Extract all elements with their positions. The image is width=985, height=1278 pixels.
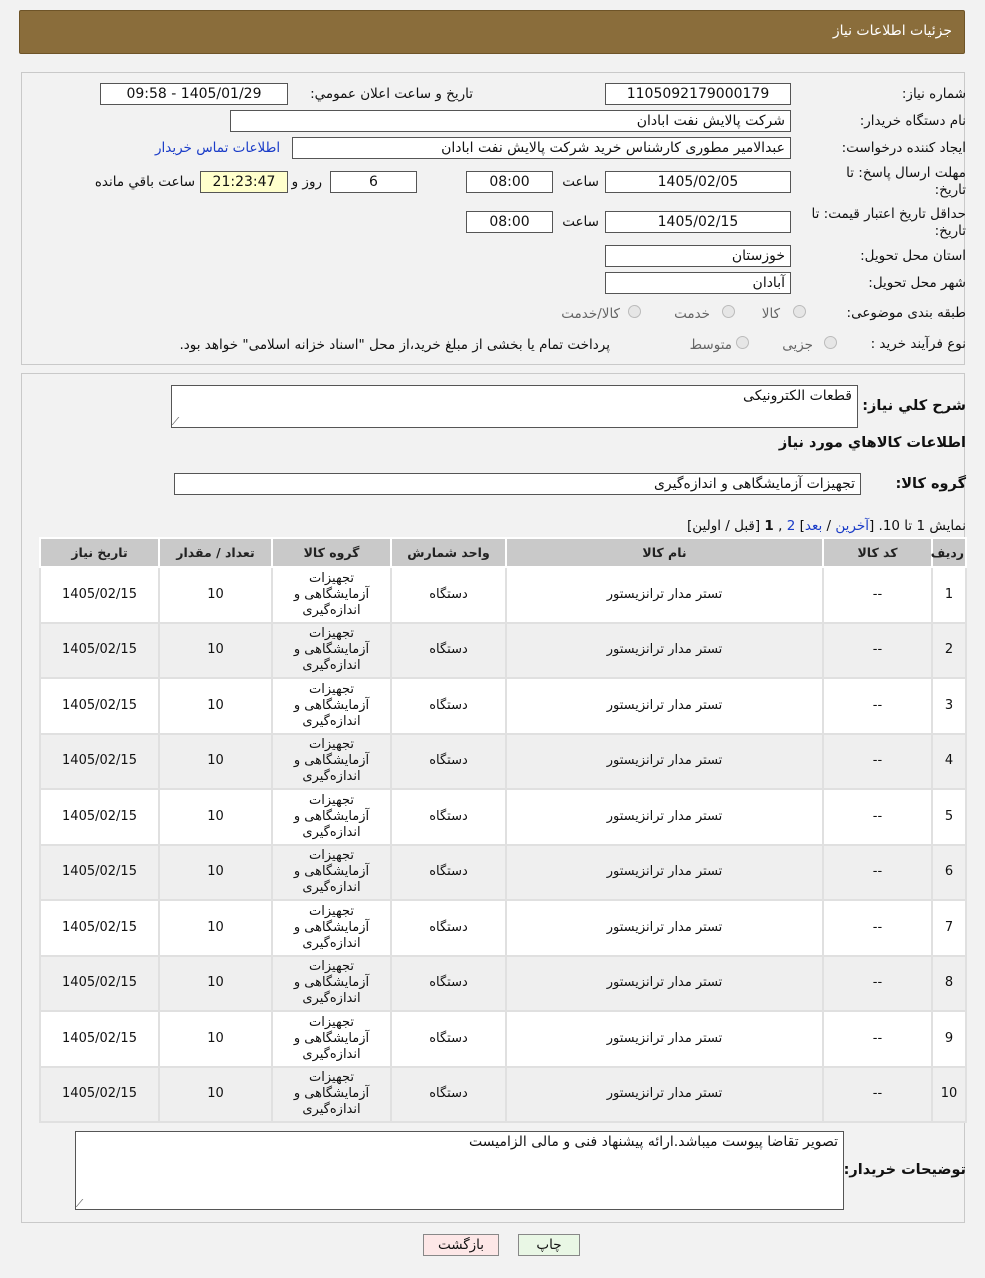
need-date-cell: 1405/02/15 — [40, 567, 159, 623]
need-date-cell: 1405/02/15 — [40, 1067, 159, 1123]
unit-cell: دستگاه — [391, 956, 506, 1012]
table-row — [40, 678, 966, 734]
pagination-page-2[interactable]: 2 — [786, 518, 796, 534]
creator-label: ایجاد کننده درخواست: — [841, 140, 966, 156]
reply-time-field: 08:00 — [466, 171, 553, 193]
unit-cell: دستگاه — [391, 567, 506, 623]
quantity-cell: 10 — [159, 845, 272, 901]
quantity-cell: 10 — [159, 678, 272, 734]
row-number-cell: 2 — [932, 623, 966, 679]
goods-name-cell: تستر مدار ترانزیستور — [506, 789, 823, 845]
goods-name-cell: تستر مدار ترانزیستور — [506, 845, 823, 901]
goods-group-cell: تجهیزات آزمایشگاهی و اندازه‌گیری — [272, 567, 391, 623]
remaining-time-field: 21:23:47 — [200, 171, 288, 193]
quantity-cell: 10 — [159, 734, 272, 790]
row-number-cell: 1 — [932, 567, 966, 623]
goods-group-cell: تجهیزات آزمایشگاهی و اندازه‌گیری — [272, 956, 391, 1012]
resize-handle-icon[interactable] — [172, 417, 187, 425]
table-row — [40, 1067, 966, 1123]
row-number-cell: 3 — [932, 678, 966, 734]
row-number-cell: 10 — [932, 1067, 966, 1123]
row-number-cell: 9 — [932, 1011, 966, 1067]
goods-name-cell: تستر مدار ترانزیستور — [506, 623, 823, 679]
process-radio-medium[interactable] — [736, 336, 749, 349]
goods-code-cell: -- — [823, 956, 932, 1012]
buyer-notes-field[interactable] — [75, 1131, 844, 1210]
goods-name-cell: تستر مدار ترانزیستور — [506, 567, 823, 623]
pagination-last-link[interactable]: آخرین — [835, 518, 869, 534]
goods-table — [39, 537, 967, 1123]
process-option-medium: متوسط — [689, 337, 732, 353]
pagination-next-link[interactable]: بعد — [804, 518, 823, 534]
print-button[interactable]: چاپ — [518, 1234, 580, 1256]
table-row — [40, 734, 966, 790]
goods-group-cell: تجهیزات آزمایشگاهی و اندازه‌گیری — [272, 845, 391, 901]
category-radio-service[interactable] — [722, 305, 735, 318]
row-number-cell: 5 — [932, 789, 966, 845]
pagination-current-page: 1 — [764, 518, 774, 534]
province-label: استان محل تحویل: — [860, 248, 966, 264]
quantity-cell: 10 — [159, 789, 272, 845]
goods-group-cell: تجهیزات آزمایشگاهی و اندازه‌گیری — [272, 734, 391, 790]
goods-code-cell: -- — [823, 845, 932, 901]
table-row — [40, 845, 966, 901]
unit-cell: دستگاه — [391, 734, 506, 790]
table-row — [40, 1011, 966, 1067]
validity-label-2: تاریخ: — [934, 223, 966, 239]
goods-name-cell: تستر مدار ترانزیستور — [506, 1067, 823, 1123]
goods-group-cell: تجهیزات آزمایشگاهی و اندازه‌گیری — [272, 1067, 391, 1123]
category-radio-both[interactable] — [628, 305, 641, 318]
goods-info-title: اطلاعات کالاهاي مورد نياز — [778, 435, 966, 451]
page-header — [19, 10, 965, 54]
goods-code-cell: -- — [823, 734, 932, 790]
category-option-goods: کالا — [761, 306, 780, 322]
row-number-cell: 8 — [932, 956, 966, 1012]
need-date-cell: 1405/02/15 — [40, 789, 159, 845]
quantity-cell: 10 — [159, 1067, 272, 1123]
unit-cell: دستگاه — [391, 678, 506, 734]
need-date-cell: 1405/02/15 — [40, 900, 159, 956]
row-number-cell: 6 — [932, 845, 966, 901]
pagination-prefix: نمایش 1 تا 10. [ — [868, 518, 966, 534]
goods-code-cell: -- — [823, 1067, 932, 1123]
col-name-header: نام کالا — [506, 538, 823, 567]
category-option-service: خدمت — [674, 306, 710, 322]
buyer-contact-link[interactable]: اطلاعات تماس خریدار — [155, 140, 281, 156]
unit-cell: دستگاه — [391, 845, 506, 901]
goods-group-cell: تجهیزات آزمایشگاهی و اندازه‌گیری — [272, 789, 391, 845]
need-number-label: شماره نیاز: — [901, 86, 966, 102]
buyer-label: نام دستگاه خريدار: — [859, 113, 966, 129]
col-date-header: تاریخ نیاز — [40, 538, 159, 567]
row-number-cell: 7 — [932, 900, 966, 956]
col-row-header: ردیف — [932, 538, 966, 567]
need-date-cell: 1405/02/15 — [40, 956, 159, 1012]
description-text: قطعات الکترونیکی — [743, 388, 852, 404]
creator-field: عبدالامیر مطوری کارشناس خرید شرکت پالایش نفت ابادان — [292, 137, 791, 159]
need-date-cell: 1405/02/15 — [40, 678, 159, 734]
quantity-cell: 10 — [159, 623, 272, 679]
need-date-cell: 1405/02/15 — [40, 1011, 159, 1067]
quantity-cell: 10 — [159, 900, 272, 956]
reply-date-field: 1405/02/05 — [605, 171, 791, 193]
goods-code-cell: -- — [823, 1011, 932, 1067]
resize-handle-icon[interactable] — [76, 1199, 91, 1207]
process-label: نوع فرآیند خرید : — [870, 336, 966, 352]
unit-cell: دستگاه — [391, 623, 506, 679]
process-note: پرداخت تمام یا بخشی از مبلغ خرید،از محل "اسناد خزانه اسلامی" خواهد بود. — [179, 337, 610, 353]
goods-code-cell: -- — [823, 567, 932, 623]
table-row — [40, 956, 966, 1012]
goods-name-cell: تستر مدار ترانزیستور — [506, 1011, 823, 1067]
category-label: طبقه بندی موضوعی: — [846, 305, 966, 321]
goods-group-cell: تجهیزات آزمایشگاهی و اندازه‌گیری — [272, 678, 391, 734]
validity-label: حداقل تاریخ اعتبار قیمت: تا — [811, 206, 966, 222]
page-title: جزئیات اطلاعات نیاز — [832, 23, 952, 39]
validity-time-field: 08:00 — [466, 211, 553, 233]
goods-group-field: تجهیزات آزمایشگاهی و اندازه‌گیری — [174, 473, 861, 495]
validity-hour-label: ساعت — [562, 214, 599, 230]
process-radio-minor[interactable] — [824, 336, 837, 349]
description-label: شرح کلي نياز: — [862, 398, 966, 414]
city-label: شهر محل تحویل: — [868, 275, 966, 291]
buyer-field: شرکت پالایش نفت ابادان — [230, 110, 791, 132]
table-row — [40, 789, 966, 845]
table-row — [40, 567, 966, 623]
col-qty-header: تعداد / مقدار — [159, 538, 272, 567]
remaining-label: ساعت باقي مانده — [94, 174, 195, 190]
goods-name-cell: تستر مدار ترانزیستور — [506, 956, 823, 1012]
reply-hour-label: ساعت — [562, 174, 599, 190]
goods-group-cell: تجهیزات آزمایشگاهی و اندازه‌گیری — [272, 1011, 391, 1067]
goods-group-cell: تجهیزات آزمایشگاهی و اندازه‌گیری — [272, 900, 391, 956]
goods-code-cell: -- — [823, 900, 932, 956]
announce-field: 1405/01/29 - 09:58 — [100, 83, 288, 105]
goods-name-cell: تستر مدار ترانزیستور — [506, 678, 823, 734]
announce-label: تاریخ و ساعت اعلان عمومي: — [310, 86, 473, 102]
description-field[interactable] — [171, 385, 858, 428]
goods-code-cell: -- — [823, 678, 932, 734]
goods-code-cell: -- — [823, 623, 932, 679]
city-field: آبادان — [605, 272, 791, 294]
validity-date-field: 1405/02/15 — [605, 211, 791, 233]
need-date-cell: 1405/02/15 — [40, 734, 159, 790]
pagination-comma: , — [778, 518, 787, 534]
unit-cell: دستگاه — [391, 789, 506, 845]
province-field: خوزستان — [605, 245, 791, 267]
table-header-row — [40, 538, 966, 567]
table-row — [40, 623, 966, 679]
quantity-cell: 10 — [159, 956, 272, 1012]
col-unit-header: واحد شمارش — [391, 538, 506, 567]
col-code-header: کد کالا — [823, 538, 932, 567]
quantity-cell: 10 — [159, 1011, 272, 1067]
quantity-cell: 10 — [159, 567, 272, 623]
row-number-cell: 4 — [932, 734, 966, 790]
back-button[interactable]: بازگشت — [423, 1234, 499, 1256]
goods-name-cell: تستر مدار ترانزیستور — [506, 734, 823, 790]
unit-cell: دستگاه — [391, 1067, 506, 1123]
buyer-notes-text: تصویر تقاضا پیوست میباشد.ارائه پیشنهاد فنی و مالی الزامیست — [469, 1134, 838, 1150]
days-label: روز و — [291, 174, 322, 190]
days-field: 6 — [330, 171, 417, 193]
goods-code-cell: -- — [823, 789, 932, 845]
reply-deadline-label-2: تاریخ: — [934, 182, 966, 198]
pagination-sep2: ] — [795, 518, 805, 534]
unit-cell: دستگاه — [391, 900, 506, 956]
reply-deadline-label: مهلت ارسال پاسخ: تا — [846, 165, 966, 181]
need-date-cell: 1405/02/15 — [40, 845, 159, 901]
goods-name-cell: تستر مدار ترانزیستور — [506, 900, 823, 956]
col-group-header: گروه کالا — [272, 538, 391, 567]
goods-group-label: گروه کالا: — [895, 476, 966, 492]
need-date-cell: 1405/02/15 — [40, 623, 159, 679]
unit-cell: دستگاه — [391, 1011, 506, 1067]
need-number-field: 1105092179000179 — [605, 83, 791, 105]
buyer-notes-label: توضیحات خریدار: — [843, 1162, 966, 1178]
goods-group-cell: تجهیزات آزمایشگاهی و اندازه‌گیری — [272, 623, 391, 679]
table-row — [40, 900, 966, 956]
pagination-sep: / — [822, 518, 836, 534]
process-option-minor: جزیی — [782, 337, 813, 353]
pagination — [687, 518, 966, 534]
category-radio-goods[interactable] — [793, 305, 806, 318]
pagination-tail: [قبل / اولین] — [686, 518, 765, 534]
category-option-both: کالا/خدمت — [561, 306, 620, 322]
